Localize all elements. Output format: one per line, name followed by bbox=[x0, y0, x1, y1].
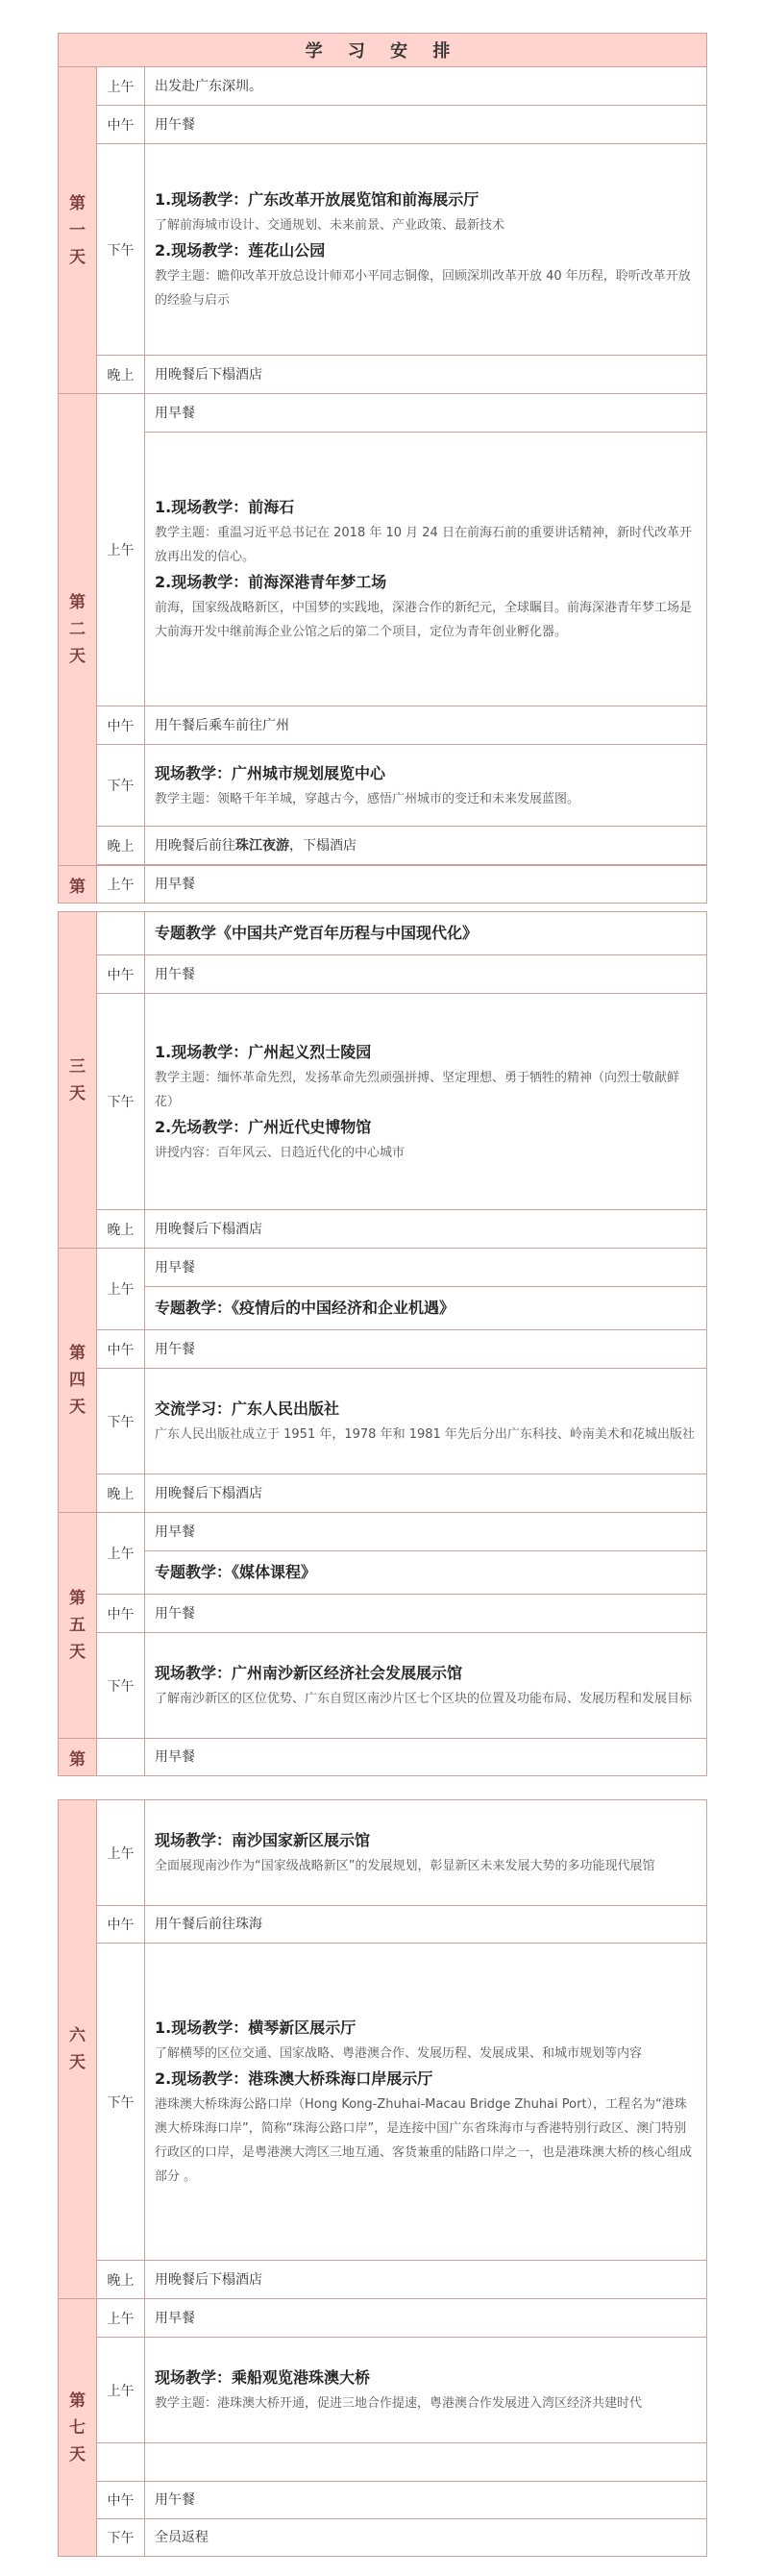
day-7-pm-text: 全员返程 bbox=[155, 2530, 209, 2545]
day-7-am-title-1: 现场教学：乘船观览港珠澳大桥 bbox=[155, 2368, 371, 2387]
day-7-label: 第七天 bbox=[59, 2299, 97, 2557]
day-5-pm-title-1: 现场教学：广州南沙新区经济社会发展展示馆 bbox=[155, 1664, 463, 1682]
day-6-eve-text: 用晚餐后下榻酒店 bbox=[155, 2271, 262, 2288]
day-1-eve-period: 晚上 bbox=[97, 356, 145, 394]
day-3-breakfast-content bbox=[145, 866, 707, 904]
day-6-am-period-top bbox=[97, 1739, 145, 1776]
day-3-pm-content bbox=[145, 994, 707, 1210]
day-5-noon-content bbox=[145, 1595, 707, 1633]
day-4-eve-period: 晚上 bbox=[97, 1474, 145, 1513]
day-2-pm-desc-1: 教学主题：领略千年羊城，穿越古今，感悟广州城市的变迁和未来发展蓝图。 bbox=[155, 791, 580, 806]
day-5-noon-text: 用午餐 bbox=[155, 1605, 195, 1622]
day-7-breakfast-text: 用早餐 bbox=[155, 2310, 195, 2326]
day-7-noon-content bbox=[145, 2482, 707, 2519]
day-4-noon-text: 用午餐 bbox=[155, 1341, 195, 1357]
day-3-pm-period: 下午 bbox=[97, 994, 145, 1210]
day-7-spacer-content bbox=[145, 2443, 707, 2482]
day-4-am-period: 上午 bbox=[97, 1249, 145, 1330]
day-2-eve-content bbox=[145, 827, 707, 865]
day-3-pm-title-1: 1.现场教学：广州起义烈士陵园 bbox=[155, 1042, 372, 1061]
day-2-noon-period: 中午 bbox=[97, 706, 145, 745]
day-1-pm-title-2: 2.现场教学：莲花山公园 bbox=[155, 241, 326, 260]
day-2-am-period: 上午 bbox=[97, 394, 145, 706]
day-1-noon-content bbox=[145, 106, 707, 144]
day-2-pm-content bbox=[145, 745, 707, 827]
day-2-noon-content bbox=[145, 706, 707, 745]
day-7-pm-period: 下午 bbox=[97, 2519, 145, 2557]
day-7-pm-content bbox=[145, 2519, 707, 2557]
day-7-noon-text: 用午餐 bbox=[155, 2492, 195, 2508]
day-3-topic-content bbox=[145, 912, 707, 955]
day-3-am-period-cont bbox=[97, 912, 145, 955]
day-1-pm-desc-1: 了解前海城市设计、交通规划、未来前景、产业政策、最新技术 bbox=[155, 218, 505, 233]
day-5-am-period: 上午 bbox=[97, 1513, 145, 1595]
day-5-pm-content bbox=[145, 1633, 707, 1739]
day-5-label: 第五天 bbox=[59, 1513, 97, 1739]
day-3-pm-desc-2: 讲授内容：百年风云、日趋近代化的中心城市 bbox=[155, 1145, 406, 1160]
day-6-am-title-1: 现场教学：南沙国家新区展示馆 bbox=[155, 1831, 371, 1849]
day-5-pm-desc-1: 了解南沙新区的区位优势、广东自贸区南沙片区七个区块的位置及功能布局、发展历程和发展目标 bbox=[155, 1692, 693, 1706]
day-1-noon-text: 用午餐 bbox=[155, 116, 195, 133]
day-2-pm-title-1: 现场教学：广州城市规划展览中心 bbox=[155, 763, 386, 782]
day-2-eve-bold: 珠江夜游 bbox=[235, 837, 289, 854]
day-5-breakfast-content bbox=[145, 1513, 707, 1551]
day-6-am-desc-1: 全面展现南沙作为“国家级战略新区”的发展规划，彰显新区未来发展大势的多功能现代展馆 bbox=[155, 1859, 655, 1873]
day-6-pm-desc-1: 了解横琴的区位交通、国家战略、粤港澳合作、发展历程、发展成果、和城市规划等内容 bbox=[155, 2046, 643, 2061]
day-5-noon-period: 中午 bbox=[97, 1595, 145, 1633]
day-7-spacer-period bbox=[97, 2443, 145, 2482]
day-5-breakfast-text: 用早餐 bbox=[155, 1523, 195, 1540]
day-3-pm-title-2: 2.先场教学：广州近代史博物馆 bbox=[155, 1117, 372, 1136]
day-6-pm-title-2: 2.现场教学：港珠澳大桥珠海口岸展示厅 bbox=[155, 2069, 433, 2088]
day-4-pm-period: 下午 bbox=[97, 1369, 145, 1474]
day-1-am-content bbox=[145, 67, 707, 106]
day-1-am-text: 出发赴广东深圳。 bbox=[155, 78, 262, 94]
day-6-noon-period: 中午 bbox=[97, 1906, 145, 1944]
day-7-breakfast-content bbox=[145, 2299, 707, 2338]
day-3-noon-content bbox=[145, 955, 707, 994]
day-6-noon-content bbox=[145, 1906, 707, 1944]
day-6-pm-period: 下午 bbox=[97, 1944, 145, 2261]
day-6-label: 六天 bbox=[59, 1800, 97, 2299]
day-4-noon-content bbox=[145, 1330, 707, 1369]
day-3-eve-text: 用晚餐后下榻酒店 bbox=[155, 1221, 262, 1237]
day-1-pm-content bbox=[145, 144, 707, 356]
day-4-breakfast-content bbox=[145, 1249, 707, 1287]
day-4-noon-period: 中午 bbox=[97, 1330, 145, 1369]
day-3-noon-period: 中午 bbox=[97, 955, 145, 994]
day-6-pm-title-1: 1.现场教学：横琴新区展示厅 bbox=[155, 2019, 356, 2037]
day-2-am-desc-2: 前海，国家级战略新区，中国梦的实践地，深港合作的新纪元，全球瞩目。前海深港青年梦工场是大前海开发中继前海企业公馆之后的第二个项目，定位为青年创业孵化器。 bbox=[155, 601, 693, 639]
day-4-pm-content bbox=[145, 1369, 707, 1474]
day-2-pm-period: 下午 bbox=[97, 745, 145, 827]
day-5-pm-period: 下午 bbox=[97, 1633, 145, 1739]
day-1-am-period: 上午 bbox=[97, 67, 145, 106]
schedule-header: 学 习 安 排 bbox=[59, 34, 707, 67]
day-3-pm-desc-1: 教学主题：缅怀革命先烈，发扬革命先烈顽强拼搏、坚定理想、勇于牺牲的精神（向烈士敬献鲜花） bbox=[155, 1070, 680, 1109]
day-7-am-desc-1: 教学主题：港珠澳大桥开通，促进三地合作提速，粤港澳合作发展进入湾区经济共建时代 bbox=[155, 2396, 643, 2411]
day-3-label-top: 第 bbox=[59, 866, 97, 904]
day-1-pm-period: 下午 bbox=[97, 144, 145, 356]
day-3-eve-period: 晚上 bbox=[97, 1210, 145, 1249]
schedule-table-part-3 bbox=[58, 1799, 707, 2557]
day-2-label: 第二天 bbox=[59, 394, 97, 866]
day-3-am-period-top: 上午 bbox=[97, 866, 145, 904]
day-1-noon-period: 中午 bbox=[97, 106, 145, 144]
day-6-label-top: 第 bbox=[59, 1739, 97, 1776]
day-2-noon-text: 用午餐后乘车前往广州 bbox=[155, 717, 289, 733]
schedule-table-part-1 bbox=[58, 33, 707, 904]
day-6-noon-text: 用午餐后前往珠海 bbox=[155, 1917, 262, 1932]
day-6-eve-content bbox=[145, 2261, 707, 2299]
day-1-eve-content bbox=[145, 356, 707, 394]
day-4-label: 第四天 bbox=[59, 1249, 97, 1513]
day-3-breakfast-text: 用早餐 bbox=[155, 877, 195, 892]
day-2-eve-period: 晚上 bbox=[97, 827, 145, 865]
day-7-am-content bbox=[145, 2338, 707, 2443]
day-6-am-content bbox=[145, 1800, 707, 1906]
day-2-eve-text bbox=[155, 835, 697, 856]
day-6-am-period: 上午 bbox=[97, 1800, 145, 1906]
day-6-breakfast-content bbox=[145, 1739, 707, 1776]
day-4-eve-content bbox=[145, 1474, 707, 1513]
day-1-label: 第一天 bbox=[59, 67, 97, 394]
day-3-eve-content bbox=[145, 1210, 707, 1249]
day-2-am-title-1: 1.现场教学：前海石 bbox=[155, 498, 295, 516]
day-3-noon-text: 用午餐 bbox=[155, 966, 195, 982]
day-2-am-title-2: 2.现场教学：前海深港青年梦工场 bbox=[155, 573, 387, 591]
day-2-eve-prefix: 用晚餐后前往 bbox=[155, 837, 235, 854]
day-2-eve-suffix: ，下榻酒店 bbox=[289, 837, 356, 854]
day-2-breakfast-content bbox=[145, 394, 707, 433]
day-2-am-desc-1: 教学主题：重温习近平总书记在 2018 年 10 月 24 日在前海石前的重要讲话精神，新时代改革开放再出发的信心。 bbox=[155, 526, 692, 564]
day-7-noon-period: 中午 bbox=[97, 2482, 145, 2519]
day-6-pm-desc-2: 港珠澳大桥珠海公路口岸（Hong Kong-Zhuhai-Macau Bridge Zhuhai Port），工程名为“港珠澳大桥珠海口岸”，简称“珠海公路口岸”，是连接中国广东省珠海市与香港特别行政区、澳门特别行政区的口岸，是粤港澳大湾区三地互通、客货兼重的陆路口岸之一，也是港珠澳大桥的核心组成部分 。 bbox=[155, 2097, 693, 2184]
day-4-topic-text: 专题教学：《疫情后的中国经济和企业机遇》 bbox=[155, 1299, 455, 1317]
day-4-breakfast-text: 用早餐 bbox=[155, 1259, 195, 1276]
day-5-topic-text: 专题教学：《媒体课程》 bbox=[155, 1563, 317, 1581]
day-1-eve-text: 用晚餐后下榻酒店 bbox=[155, 366, 262, 383]
day-6-pm-content bbox=[145, 1944, 707, 2261]
day-4-pm-title-1: 交流学习：广东人民出版社 bbox=[155, 1399, 340, 1418]
day-2-breakfast-text: 用早餐 bbox=[155, 405, 195, 421]
day-1-pm-title-1: 1.现场教学：广东改革开放展览馆和前海展示厅 bbox=[155, 190, 479, 209]
day-4-pm-desc-1: 广东人民出版社成立于 1951 年，1978 年和 1981 年先后分出广东科技、岭南美术和花城出版社 bbox=[155, 1427, 695, 1442]
day-7-am-period: 上午 bbox=[97, 2338, 145, 2443]
day-3-label-bottom: 三天 bbox=[59, 912, 97, 1249]
day-6-eve-period: 晚上 bbox=[97, 2261, 145, 2299]
day-2-am-content bbox=[145, 433, 707, 706]
day-4-eve-text: 用晚餐后下榻酒店 bbox=[155, 1485, 262, 1501]
schedule-table-part-2 bbox=[58, 911, 707, 1776]
day-5-topic-content bbox=[145, 1551, 707, 1595]
day-7-breakfast-period: 上午 bbox=[97, 2299, 145, 2338]
day-1-pm-desc-2: 教学主题：瞻仰改革开放总设计师邓小平同志铜像，回顾深圳改革开放 40 年历程，聆听改革开放的经验与启示 bbox=[155, 269, 691, 308]
day-3-topic-text: 专题教学《中国共产党百年历程与中国现代化》 bbox=[155, 924, 479, 942]
day-4-topic-content bbox=[145, 1287, 707, 1330]
day-6-breakfast-text: 用早餐 bbox=[155, 1749, 195, 1765]
